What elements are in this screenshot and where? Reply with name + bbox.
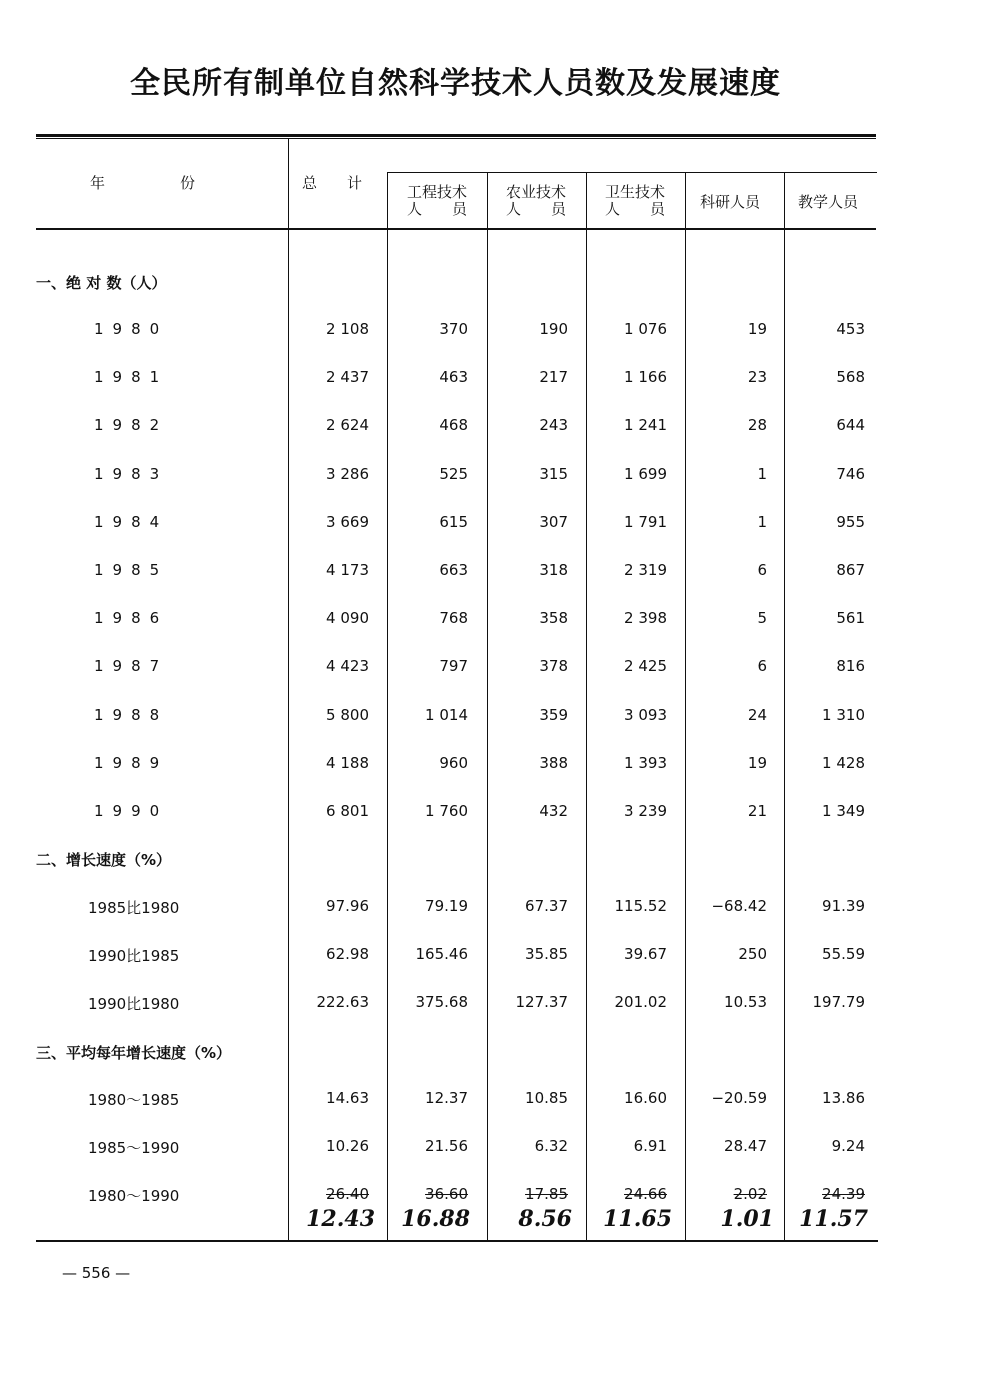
- table-row: [0, 657, 1000, 681]
- cell-col-5: 746: [836, 464, 865, 483]
- cell-col-2: 6.32: [534, 1137, 568, 1155]
- cell-col-1: 21.56: [425, 1137, 468, 1155]
- row-label: 1980～1990: [88, 1187, 180, 1205]
- cell-col-1: 1 014: [425, 705, 468, 724]
- row-label: 1987: [94, 657, 169, 676]
- handwritten-value: 1.01: [720, 1206, 774, 1232]
- row-label: 1989: [94, 753, 169, 772]
- cell-col-3: 201.02: [614, 993, 667, 1011]
- header-year: 年 份: [90, 174, 196, 192]
- cell-col-4: 1: [757, 512, 767, 531]
- cell-col-5: 453: [836, 320, 865, 338]
- cell-col-5: 1 349: [822, 802, 865, 820]
- cell-col-4: 21: [747, 802, 767, 820]
- table-row: [0, 320, 1000, 344]
- cell-col-1: 768: [439, 609, 468, 628]
- cell-col-1: 797: [439, 657, 468, 676]
- cell-col-3: 1 791: [624, 512, 667, 531]
- cell-col-2: 378: [539, 657, 568, 676]
- cell-col-5: 955: [836, 512, 865, 531]
- table-bottom-rule: [36, 1240, 878, 1242]
- cell-col-2: 243: [539, 416, 568, 435]
- table-row: [0, 609, 1000, 633]
- cell-col-0: 62.98: [326, 945, 369, 963]
- header-agriculture-line2: 人 员: [505, 200, 566, 218]
- cell-col-1: 79.19: [425, 897, 468, 915]
- cell-col-0: 2 624: [326, 416, 369, 435]
- cell-col-4: 1: [757, 464, 767, 483]
- cell-col-2: 17.85: [525, 1185, 568, 1203]
- cell-col-3: 1 241: [624, 416, 667, 435]
- cell-col-1: 663: [439, 561, 468, 579]
- cell-col-0: 4 188: [326, 753, 369, 772]
- cell-col-3: 1 393: [624, 753, 667, 772]
- cell-col-3: 3 093: [624, 705, 667, 724]
- cell-col-4: 19: [747, 320, 767, 338]
- cell-col-0: 14.63: [326, 1089, 369, 1107]
- cell-col-0: 6 801: [326, 802, 369, 820]
- row-label: 1984: [94, 512, 169, 531]
- cell-col-5: 197.79: [812, 993, 865, 1011]
- cell-col-5: 1 310: [822, 705, 865, 724]
- header-bottom-rule: [36, 228, 876, 230]
- cell-col-4: 24: [747, 705, 767, 724]
- row-label: 1988: [94, 705, 169, 724]
- cell-col-4: 5: [757, 609, 767, 628]
- cell-col-5: 644: [836, 416, 865, 435]
- cell-col-1: 36.60: [425, 1185, 468, 1203]
- table-row: [0, 897, 1000, 921]
- cell-col-3: 3 239: [624, 802, 667, 820]
- header-agriculture-line1: 农业技术: [505, 183, 566, 201]
- cell-col-4: −20.59: [711, 1089, 767, 1107]
- cell-col-3: 39.67: [624, 945, 667, 963]
- row-label: 1985～1990: [88, 1139, 180, 1157]
- cell-col-0: 4 090: [326, 609, 369, 628]
- cell-col-5: 9.24: [831, 1137, 865, 1155]
- handwritten-value: 11.57: [799, 1206, 868, 1232]
- header-engineering-line2: 人 员: [406, 200, 467, 218]
- handwritten-value: 8.56: [518, 1206, 572, 1232]
- cell-col-1: 1 760: [425, 802, 468, 820]
- header-sub-rule: [387, 172, 877, 173]
- header-total: 总 计: [302, 174, 363, 192]
- cell-col-1: 165.46: [415, 945, 468, 963]
- cell-col-0: 10.26: [326, 1137, 369, 1155]
- section-avg-growth: 三、平均每年增长速度（%）: [36, 1044, 232, 1062]
- section-absolute: 一、绝 对 数（人）: [36, 274, 167, 292]
- cell-col-2: 358: [539, 609, 568, 628]
- cell-col-3: 1 076: [624, 320, 667, 338]
- cell-col-1: 525: [439, 464, 468, 483]
- page-title: 全民所有制单位自然科学技术人员数及发展速度: [130, 66, 781, 101]
- row-label: 1985比1980: [88, 899, 180, 917]
- row-label: 1982: [94, 416, 169, 435]
- table-row: [0, 802, 1000, 826]
- cell-col-0: 2 437: [326, 368, 369, 387]
- table-row: [0, 706, 1000, 730]
- column-divider: [288, 139, 289, 1240]
- cell-col-4: 10.53: [724, 993, 767, 1011]
- table-row: [0, 465, 1000, 489]
- cell-col-0: 222.63: [316, 993, 369, 1011]
- cell-col-3: 1 699: [624, 464, 667, 483]
- cell-col-5: 1 428: [822, 753, 865, 772]
- cell-col-2: 432: [539, 802, 568, 820]
- row-label: 1980: [94, 320, 169, 338]
- table-row: [0, 561, 1000, 585]
- row-label: 1986: [94, 609, 169, 628]
- handwritten-value: 16.88: [401, 1206, 470, 1232]
- row-label: 1990比1980: [88, 995, 180, 1013]
- table-row: [0, 993, 1000, 1017]
- row-label: 1981: [94, 368, 169, 387]
- cell-col-5: 55.59: [822, 945, 865, 963]
- cell-col-5: 13.86: [822, 1089, 865, 1107]
- cell-col-3: 6.91: [633, 1137, 667, 1155]
- cell-col-3: 2 398: [624, 609, 667, 628]
- cell-col-4: 6: [757, 561, 767, 579]
- cell-col-3: 2 425: [624, 657, 667, 676]
- cell-col-3: 2 319: [624, 561, 667, 579]
- cell-col-2: 35.85: [525, 945, 568, 963]
- cell-col-3: 115.52: [614, 897, 667, 915]
- header-health-line2: 人 员: [604, 200, 665, 218]
- cell-col-5: 24.39: [822, 1185, 865, 1203]
- cell-col-1: 370: [439, 320, 468, 338]
- cell-col-2: 67.37: [525, 897, 568, 915]
- cell-col-4: 28: [747, 416, 767, 435]
- handwritten-value: 11.65: [603, 1206, 672, 1232]
- cell-col-4: 6: [757, 657, 767, 676]
- cell-col-1: 12.37: [425, 1089, 468, 1107]
- table-row: [0, 945, 1000, 969]
- cell-col-2: 359: [539, 705, 568, 724]
- table-row: [0, 1137, 1000, 1161]
- cell-col-4: 28.47: [724, 1137, 767, 1155]
- table-row: [0, 368, 1000, 392]
- cell-col-1: 960: [439, 753, 468, 772]
- cell-col-4: 19: [747, 753, 767, 772]
- table-row: [0, 416, 1000, 440]
- cell-col-2: 127.37: [515, 993, 568, 1011]
- cell-col-0: 97.96: [326, 897, 369, 915]
- cell-col-0: 4 423: [326, 657, 369, 676]
- header-engineering: [392, 184, 482, 218]
- table-top-rule: [36, 134, 876, 137]
- row-label: 1990比1985: [88, 947, 180, 965]
- cell-col-2: 217: [539, 368, 568, 387]
- cell-col-4: 23: [747, 368, 767, 387]
- header-teaching: 教学人员: [798, 193, 859, 211]
- section-growth: 二、增长速度（%）: [36, 851, 172, 869]
- table-top-rule-inner: [36, 138, 876, 139]
- cell-col-3: 24.66: [624, 1185, 667, 1203]
- cell-col-2: 10.85: [525, 1089, 568, 1107]
- row-label: 1980～1985: [88, 1091, 180, 1109]
- cell-col-3: 16.60: [624, 1089, 667, 1107]
- table-row: [0, 513, 1000, 537]
- cell-col-5: 867: [836, 561, 865, 579]
- cell-col-1: 615: [439, 512, 468, 531]
- cell-col-3: 1 166: [624, 368, 667, 387]
- cell-col-2: 388: [539, 753, 568, 772]
- cell-col-5: 568: [836, 368, 865, 387]
- row-label: 1990: [94, 802, 169, 820]
- cell-col-2: 190: [539, 320, 568, 338]
- cell-col-4: −68.42: [711, 897, 767, 915]
- cell-col-1: 463: [439, 368, 468, 387]
- cell-col-0: 2 108: [326, 320, 369, 338]
- header-engineering-line1: 工程技术: [406, 183, 467, 201]
- cell-col-5: 561: [836, 609, 865, 628]
- cell-col-4: 250: [738, 945, 767, 963]
- cell-col-0: 4 173: [326, 561, 369, 579]
- table-row: [0, 1089, 1000, 1113]
- header-health-line1: 卫生技术: [604, 183, 665, 201]
- header-health: [590, 184, 680, 218]
- table-row: [0, 754, 1000, 778]
- row-label: 1983: [94, 464, 169, 483]
- header-agriculture: [491, 184, 581, 218]
- row-label: 1985: [94, 561, 169, 579]
- cell-col-5: 91.39: [822, 897, 865, 915]
- page-number: — 556 —: [62, 1264, 131, 1282]
- cell-col-2: 315: [539, 464, 568, 483]
- cell-col-0: 3 286: [326, 464, 369, 483]
- cell-col-0: 5 800: [326, 705, 369, 724]
- cell-col-5: 816: [836, 657, 865, 676]
- cell-col-2: 318: [539, 561, 568, 579]
- cell-col-1: 468: [439, 416, 468, 435]
- cell-col-0: 26.40: [326, 1185, 369, 1203]
- cell-col-0: 3 669: [326, 512, 369, 531]
- handwritten-value: 12.43: [306, 1206, 375, 1232]
- cell-col-2: 307: [539, 512, 568, 531]
- header-research: 科研人员: [700, 193, 761, 211]
- cell-col-4: 2.02: [733, 1185, 767, 1203]
- cell-col-1: 375.68: [415, 993, 468, 1011]
